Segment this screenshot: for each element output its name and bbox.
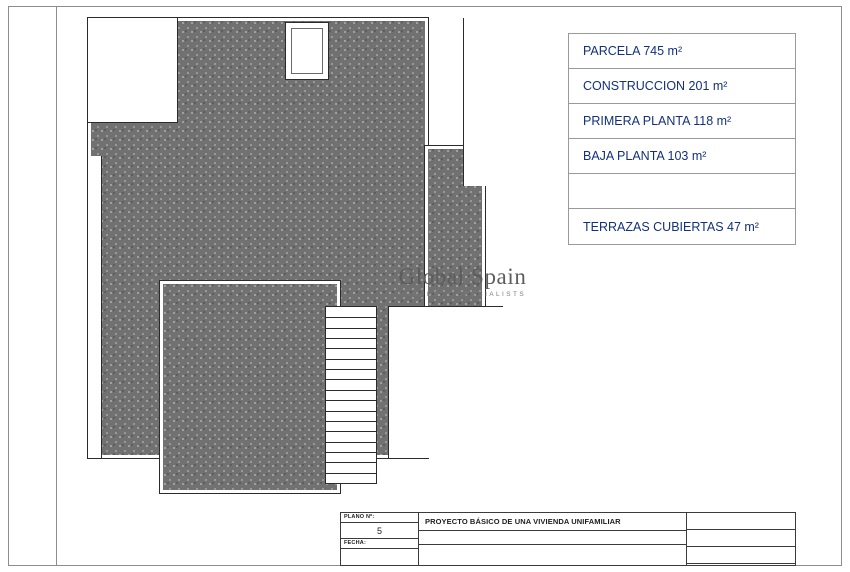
- title-block-right-column: [687, 513, 795, 565]
- skylight-inner-outline: [291, 28, 323, 74]
- stair-tread: [326, 317, 376, 318]
- stair-tread: [326, 473, 376, 474]
- stair-tread: [326, 431, 376, 432]
- legend-primera-planta: PRIMERA PLANTA 118 m²: [583, 114, 732, 128]
- legend-construccion: CONSTRUCCION 201 m²: [583, 79, 728, 93]
- stair-tread: [326, 369, 376, 370]
- fecha-label: FECHA:: [341, 539, 418, 549]
- roof-notch-bottom-left: [88, 156, 102, 458]
- stair-tread: [326, 411, 376, 412]
- title-block-left-column: [341, 513, 419, 565]
- roof-notch-bottom-right: [388, 306, 503, 458]
- stair-tread: [326, 359, 376, 360]
- legend-row-empty: [569, 174, 795, 209]
- legend-row: [569, 34, 795, 69]
- title-block-center-column: [419, 513, 687, 565]
- watermark-sub-text: PROPERTY SPECIALISTS: [398, 291, 527, 299]
- stair-tread: [326, 379, 376, 380]
- stair-tread: [326, 442, 376, 443]
- stair-tread: [326, 390, 376, 391]
- legend-row: [569, 139, 795, 174]
- area-legend-table: [568, 33, 796, 245]
- stair-tread: [326, 400, 376, 401]
- stair-tread: [326, 348, 376, 349]
- stair-tread: [326, 338, 376, 339]
- roof-plan-drawing: [70, 6, 527, 506]
- legend-row: [569, 69, 795, 104]
- roof-notch-top-left: [88, 18, 178, 123]
- legend-parcela: PARCELA 745 m²: [583, 44, 683, 58]
- legend-terrazas-cubiertas: TERRAZAS CUBIERTAS 47 m²: [583, 219, 759, 234]
- legend-row: [569, 209, 795, 244]
- sheet-margin-line: [56, 6, 57, 566]
- title-block-right-cell: [687, 530, 795, 547]
- stair-tread: [326, 421, 376, 422]
- legend-baja-planta: BAJA PLANTA 103 m²: [583, 149, 707, 163]
- plano-label: PLANO Nº:: [341, 513, 418, 523]
- stair-tread: [326, 328, 376, 329]
- stair-tread: [326, 452, 376, 453]
- project-subtitle: [419, 531, 686, 545]
- roof-lower-terrace: [160, 281, 340, 493]
- title-block-right-cell: [687, 547, 795, 564]
- roof-notch-top-right: [463, 18, 503, 186]
- staircase: [325, 306, 377, 484]
- plano-number: 5: [341, 523, 418, 539]
- title-block: [340, 512, 796, 566]
- title-block-right-cell: [687, 513, 795, 530]
- fecha-value: [341, 549, 418, 565]
- legend-row: [569, 104, 795, 139]
- watermark-main-text: Global Spain: [398, 264, 527, 289]
- stair-tread: [326, 462, 376, 463]
- project-title: PROYECTO BÁSICO DE UNA VIVIENDA UNIFAMILIAR: [419, 513, 686, 531]
- project-subtitle-2: [419, 545, 686, 565]
